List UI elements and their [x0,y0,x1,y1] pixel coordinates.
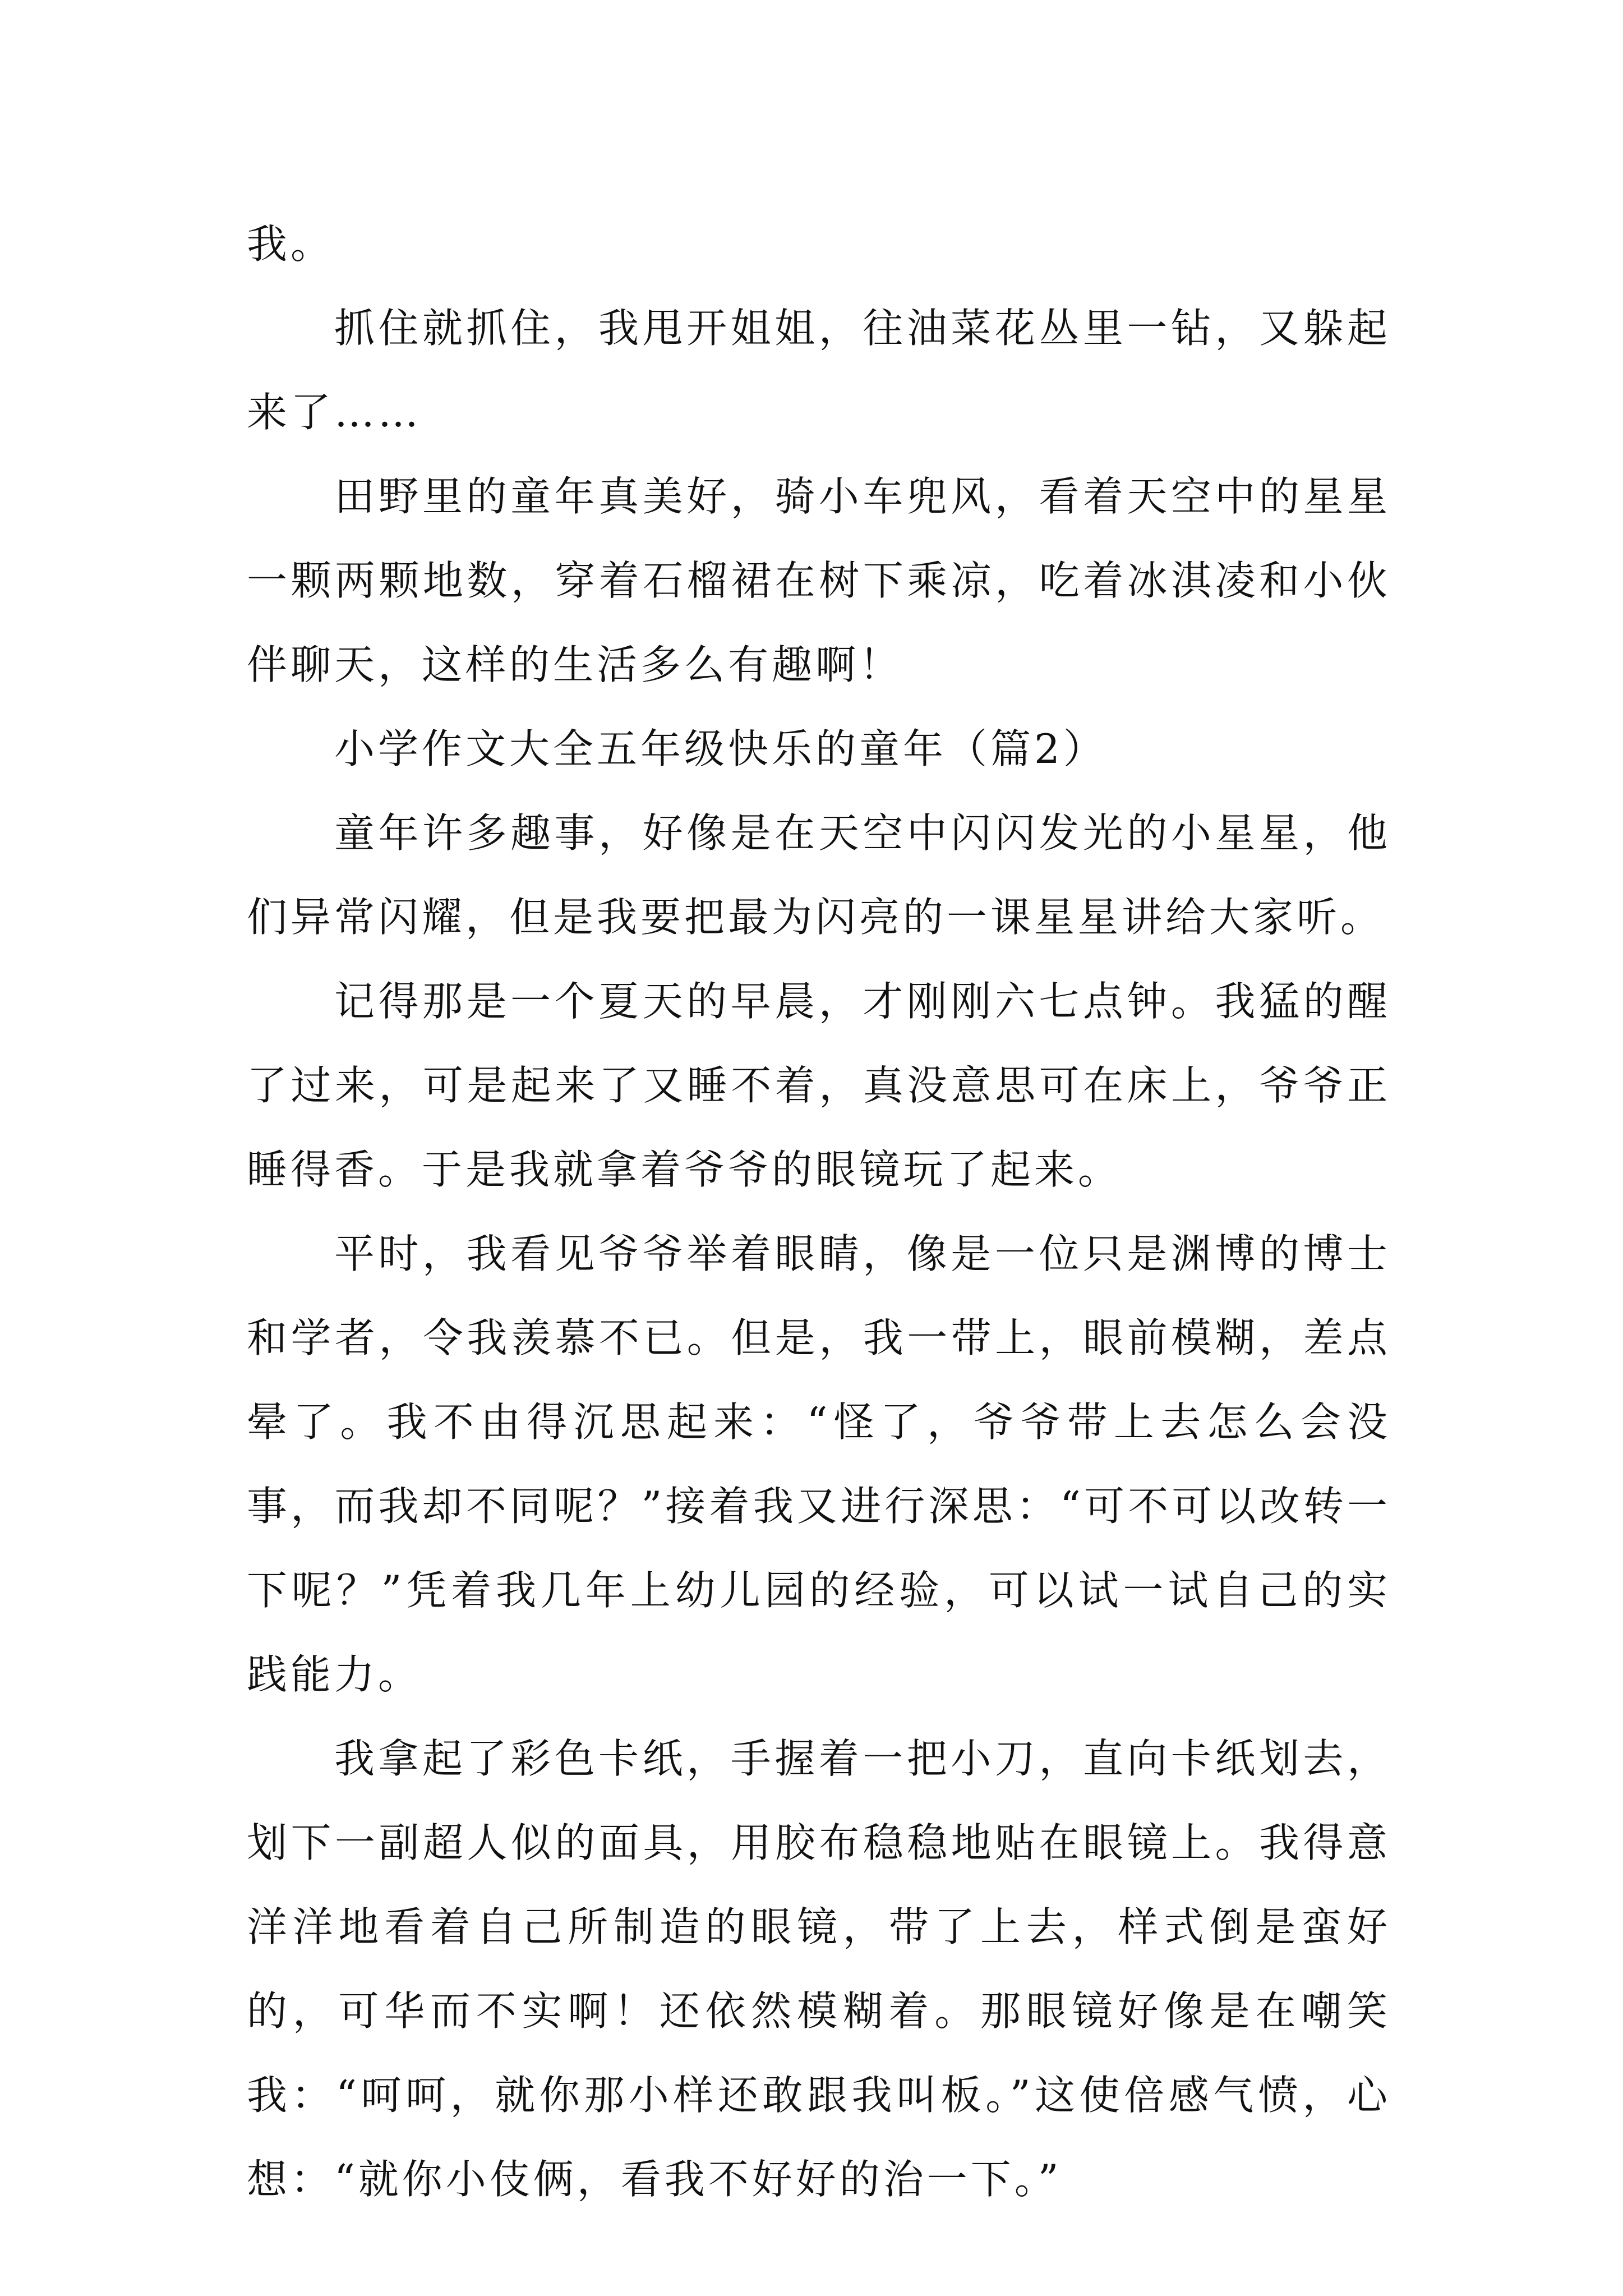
paragraph-continuation: 我。 [247,220,335,268]
paragraph: 童年许多趣事，好像是在天空中闪闪发光的小星星，他们异常闪耀，但是我要把最为闪亮的一课星星讲给大家听。 [247,809,1391,941]
paragraph: 田野里的童年真美好，骑小车兜风，看着天空中的星星一颗两颗地数，穿着石榴裙在树下乘凉，吃着冰淇凌和小伙伴聊天，这样的生活多么有趣啊！ [247,473,1391,688]
body-text [247,202,1391,2221]
paragraph: 平时，我看见爷爷举着眼睛，像是一位只是渊博的博士和学者，令我羡慕不已。但是，我一带上，眼前模糊，差点晕了。我不由得沉思起来：“怪了，爷爷带上去怎么会没事，而我却不同呢？”接着我又进行深思：“可不可以改转一下呢？”凭着我几年上幼儿园的经验，可以试一试自己的实践能力。 [247,1230,1391,1698]
paragraph: 记得那是一个夏天的早晨，才刚刚六七点钟。我猛的醒了过来，可是起来了又睡不着，真没意思可在床上，爷爷正睡得香。于是我就拿着爷爷的眼镜玩了起来。 [247,978,1391,1193]
section-heading: 小学作文大全五年级快乐的童年（篇2） [334,725,1107,772]
paragraph: 抓住就抓住，我甩开姐姐，往油菜花丛里一钻，又躲起来了…… [247,305,1391,436]
paragraph: 我拿起了彩色卡纸，手握着一把小刀，直向卡纸划去，划下一副超人似的面具，用胶布稳稳地贴在眼镜上。我得意洋洋地看着自己所制造的眼镜，带了上去，样式倒是蛮好的，可华而不实啊！还依然模糊着。那眼镜好像是在嘲笑我：“呵呵，就你那小样还敢跟我叫板。”这使倍感气愤，心想：“就你小伎俩，看我不好好的治一下。” [247,1735,1391,2203]
